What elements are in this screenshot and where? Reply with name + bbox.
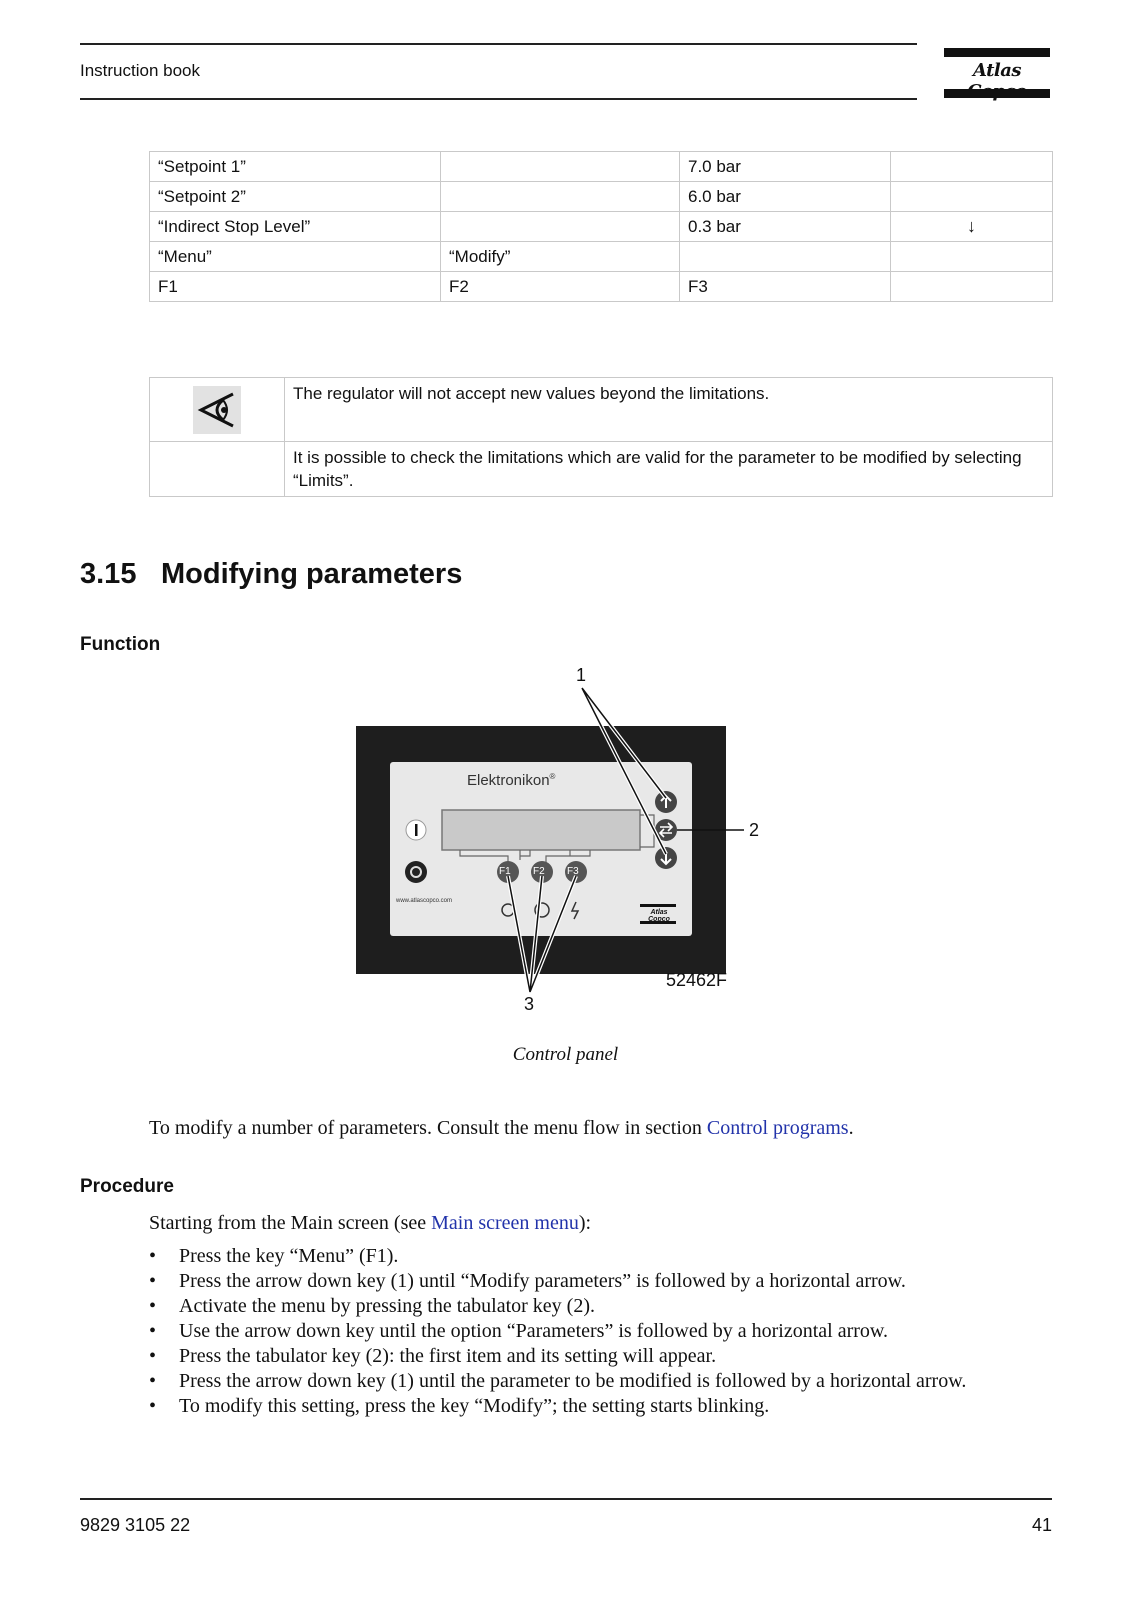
table-cell [441,182,680,212]
function-text: To modify a number of parameters. Consult the menu flow in section Control programs. [149,1117,854,1139]
section-title: Modifying parameters [161,558,463,590]
table-cell [891,182,1053,212]
atlas-copco-logo [944,48,1050,100]
table-cell: “Setpoint 2” [150,182,441,212]
table-cell [891,272,1053,302]
table-cell: “Setpoint 1” [150,152,441,182]
section-heading [80,558,462,591]
table-cell [891,242,1053,272]
table-cell: 0.3 bar [680,212,891,242]
note-row [150,378,1053,442]
table-cell [441,152,680,182]
table-cell: “Menu” [150,242,441,272]
procedure-heading: Procedure [80,1176,174,1197]
note-empty-cell [150,442,285,497]
page-number: 41 [1031,1515,1052,1535]
table-cell [680,242,891,272]
key-f1[interactable]: F1 [499,866,511,877]
callout-1: 1 [576,665,587,685]
note-table [149,377,1053,497]
key-f2[interactable]: F2 [533,866,545,877]
panel-small-logo: Atlas Copco [648,909,670,923]
note-text-2: It is possible to check the limitations which are valid for the parameter to be modified by selecting “Limits”. [285,442,1053,497]
list-item: • Activate the menu by pressing the tabulator key (2). [149,1295,595,1317]
table-row [150,242,1053,272]
logo-text: Atlas [972,60,1022,81]
header-rule-bottom [80,98,917,100]
table-cell: 7.0 bar [680,152,891,182]
function-heading: Function [80,634,161,655]
arrow-down-icon: ↓ [891,212,1053,242]
list-item: • Press the key “Menu” (F1). [149,1245,399,1267]
logo-bar-top [944,48,1050,57]
link-control-programs[interactable]: Control programs [706,1117,849,1139]
note-icon-cell [150,378,285,442]
footer-rule [80,1498,1052,1500]
control-panel-illustration [330,670,800,1030]
table-row [150,272,1053,302]
table-row [150,182,1053,212]
figure-reference: 52462F [666,970,728,990]
note-row [150,442,1053,497]
list-item: • Press the arrow down key (1) until the parameter to be modified is followed by a horizontal arrow. [149,1370,967,1392]
header-rule-top [80,43,917,45]
callout-2: 2 [749,820,760,840]
callout-3: 3 [524,994,535,1014]
header-title: Instruction book [80,61,201,80]
figure-caption: Control panel [512,1044,619,1065]
elektronikon-brand: Elektronikon® [467,772,556,789]
list-item: • To modify this setting, press the key “Modify”; the setting starts blinking. [149,1395,770,1417]
table-cell: F1 [150,272,441,302]
doc-number: 9829 3105 22 [80,1515,191,1535]
control-panel-figure [330,665,800,1030]
logo-bar-bottom [944,89,1050,98]
table-cell: F2 [441,272,680,302]
table-cell: 6.0 bar [680,182,891,212]
procedure-intro: Starting from the Main screen (see Main screen menu): [149,1212,592,1234]
list-item: • Press the tabulator key (2): the first item and its setting will appear. [149,1345,717,1367]
table-cell: “Indirect Stop Level” [150,212,441,242]
table-cell: “Modify” [441,242,680,272]
key-f3[interactable]: F3 [567,866,579,877]
eye-icon [193,386,241,434]
table-cell: F3 [680,272,891,302]
procedure-steps [149,1244,966,1419]
list-item: • Use the arrow down key until the option “Parameters” is followed by a horizontal arrow. [149,1320,889,1342]
note-text-1: The regulator will not accept new values beyond the limitations. [285,378,1053,442]
list-item: • Press the arrow down key (1) until “Modify parameters” is followed by a horizontal arrow. [149,1270,906,1292]
table-row [150,152,1053,182]
table-cell [891,152,1053,182]
link-main-screen-menu[interactable]: Main screen menu [431,1212,579,1234]
table-cell [441,212,680,242]
table-row [150,212,1053,242]
setpoint-table [149,151,1053,302]
section-number: 3.15 [80,558,137,590]
panel-website: www.atlascopco.com [396,898,453,904]
